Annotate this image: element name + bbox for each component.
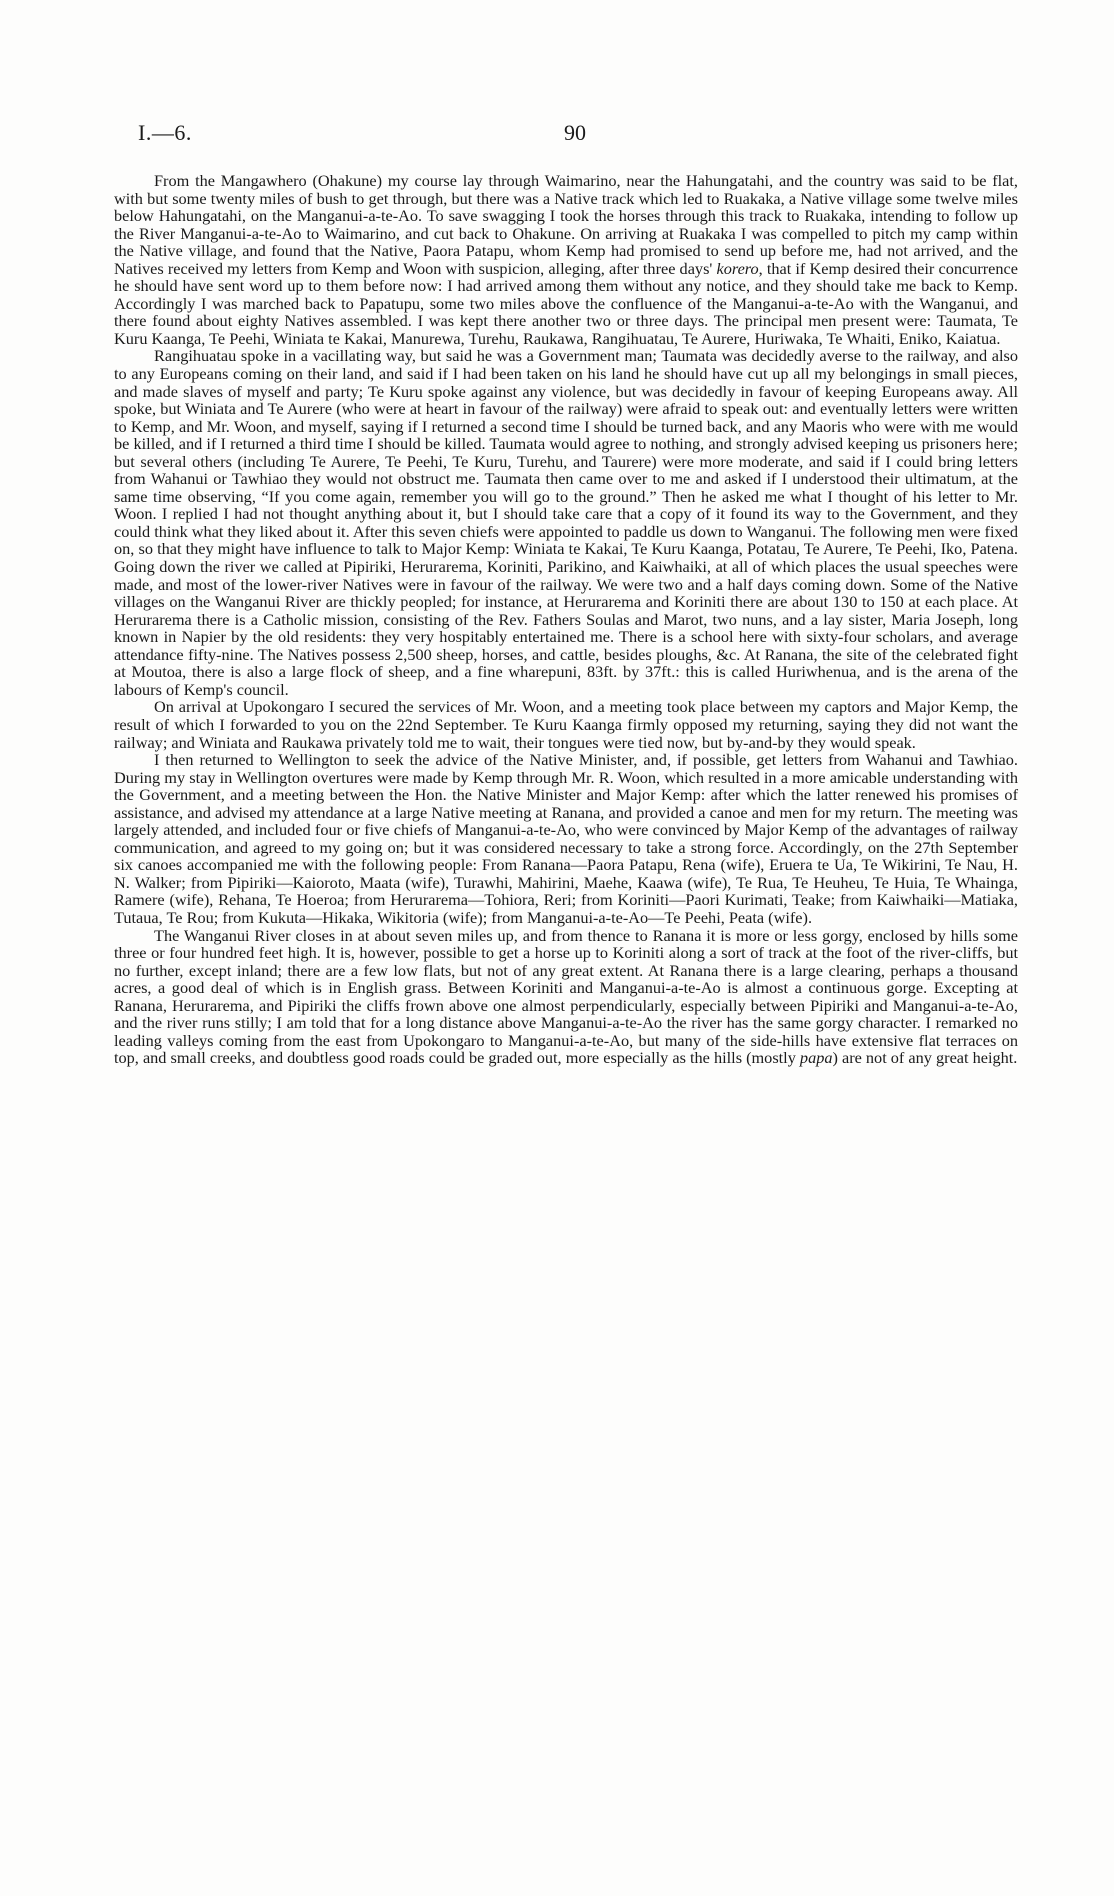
- paragraph: From the Mangawhero (Ohakune) my course lay through Waimarino, near the Hahungatahi, and the country was said to be flat, with but some twenty miles of bush to get through, but there was a Native track which led to Ruakaka, a Native village some twelve miles below Hahungatahi, on the Manganui-a-te-Ao. To save swagging I took the horses through this track to Ruakaka, intending to follow up the River Manganui-a-te-Ao to Waimarino, and cut back to Ohakune. On arriving at Ruakaka I was compelled to pitch my camp within the Native village, and found that the Native, Paora Patapu, whom Kemp had promised to send up before me, had not arrived, and the Natives received my letters from Kemp and Woon with suspicion, alleging, after three days' korero, that if Kemp desired their concurrence he should have sent word up to them before now: I had arrived among them without any notice, and they should take me back to Kemp. Accordingly I was marched back to Papatupu, some two miles above the confluence of the Manganui-a-te-Ao with the Wanganui, and there found about eighty Natives assembled. I was kept there another two or three days. The principal men present were: Taumata, Te Kuru Kaanga, Te Peehi, Winiata te Kakai, Manurewa, Turehu, Raukawa, Rangihuatau, Te Aurere, Huriwaka, Te Whaiti, Eniko, Kaiatua.: [114, 171, 1019, 348]
- paragraph: I then returned to Wellington to seek the advice of the Native Minister, and, if possible, get letters from Wahanui and Tawhiao. During my stay in Wellington overtures were made by Kemp through Mr. R. Woon, which resulted in a more amicable understanding with the Government, and a meeting between the Hon. the Native Minister and Major Kemp: after which the latter renewed his promises of assistance, and advised my attendance at a large Native meeting at Ranana, and provided a canoe and men for my return. The meeting was largely attended, and included four or five chiefs of Manganui-a-te-Ao, who were convinced by Major Kemp of the advantages of railway communication, and agreed to my going on; but it was considered necessary to take a strong force. Accordingly, on the 27th September six canoes accompanied me with the following people: From Ranana—Paora Patapu, Rena (wife), Eruera te Ua, Te Wikirini, Te Nau, H. N. Walker; from Pipiriki—Kaioroto, Maata (wife), Turawhi, Mahirini, Maehe, Kaawa (wife), Te Rua, Te Heuheu, Te Huia, Te Whainga, Ramere (wife), Rehana, Te Hoeroa; from Herurarema—Tohiora, Reri; from Koriniti—Paori Kurimati, Teake; from Kaiwhaiki—Matiaka, Tutaua, Te Rou; from Kukuta—Hikaka, Wikitoria (wife); from Manganui-a-te-Ao—Te Peehi, Peata (wife).: [114, 750, 1018, 927]
- page-header: [138, 120, 1056, 152]
- paragraph: On arrival at Upokongaro I secured the services of Mr. Woon, and a meeting took place between my captors and Major Kemp, the result of which I forwarded to you on the 22nd September. Te Kuru Kaanga firmly opposed my returning, saying they did not want the railway; and Winiata and Raukawa privately told me to wait, their tongues were tied now, but by-and-by they would speak.: [114, 697, 1018, 752]
- italic-term: korero: [716, 258, 759, 278]
- report-body: [114, 172, 1018, 1067]
- series-reference: I.—6.: [138, 120, 192, 145]
- italic-term: papa: [799, 1048, 833, 1068]
- page-number: 90: [564, 120, 586, 145]
- paragraph: Rangihuatau spoke in a vacillating way, but said he was a Government man; Taumata was decidedly averse to the railway, and also to any Europeans coming on their land, and said if I had been taken on his land he should have cut up all my belongings in small pieces, and made slaves of myself and party; Te Kuru spoke against any violence, but was decidedly in favour of keeping Europeans away. All spoke, but Winiata and Te Aurere (who were at heart in favour of the railway) were afraid to speak out: and eventually letters were written to Kemp, and Mr. Woon, and myself, saying if I returned a second time I should be turned back, and any Maoris who were with me would be killed, and if I returned a third time I should be killed. Taumata would agree to nothing, and strongly advised keeping us prisoners here; but several others (including Te Aurere, Te Peehi, Te Kuru, Turehu, and Taurere) were more moderate, and said if I could bring letters from Wahanui or Tawhiao they would not obstruct me. Taumata then came over to me and asked if I understood their ultimatum, at the same time observing, “If you come again, remember you will go to the ground.” Then he asked me what I thought of his letter to Mr. Woon. I replied I had not thought anything about it, but I should take care that a copy of it found its way to the Government, and they could think what they liked about it. After this seven chiefs were appointed to paddle us down to Wanganui. The following men were fixed on, so that they might have influence to talk to Major Kemp: Winiata te Kakai, Te Kuru Kaanga, Potatau, Te Aurere, Te Peehi, Iko, Patena. Going down the river we called at Pipiriki, Herurarema, Koriniti, Parikino, and Kaiwhaiki, at all of which places the usual speeches were made, and most of the lower-river Natives were in favour of the railway. We were two and a half days coming down. Some of the Native villages on the Wanganui River are thickly peopled; for instance, at Herurarema and Koriniti there are about 130 to 150 at each place. At Herurarema there is a Catholic mission, consisting of the Rev. Fathers Soulas and Marot, two nuns, and a lay sister, Maria Joseph, long known in Napier by the old residents: they very hospitably entertained me. There is a school here with sixty-four scholars, and average attendance fifty-nine. The Natives possess 2,500 sheep, horses, and cattle, besides ploughs, &c. At Ranana, the site of the celebrated fight at Moutoa, there is also a large flock of sheep, and a fine wharepuni, 83ft. by 37ft.: this is called Huriwhenua, and is the arena of the labours of Kemp's council.: [114, 346, 1018, 699]
- paragraph: The Wanganui River closes in at about seven miles up, and from thence to Ranana it is more or less gorgy, enclosed by hills some three or four hundred feet high. It is, however, possible to get a horse up to Koriniti along a sort of track at the foot of the river-cliffs, but no further, except inland; there are a few low flats, but not of any great extent. At Ranana there is a large clearing, perhaps a thousand acres, a good deal of which is in English grass. Between Koriniti and Manganui-a-te-Ao is almost a continuous gorge. Excepting at Ranana, Herurarema, and Pipiriki the cliffs frown above one almost perpendicularly, especially between Pipiriki and Manganui-a-te-Ao, and the river runs stilly; I am told that for a long distance above Manganui-a-te-Ao the river has the same gorgy character. I remarked no leading valleys coming from the east from Upokongaro to Manganui-a-te-Ao, but many of the side-hills have extensive flat terraces on top, and small creeks, and doubtless good roads could be graded out, more especially as the hills (mostly papa) are not of any great height.: [114, 925, 1018, 1068]
